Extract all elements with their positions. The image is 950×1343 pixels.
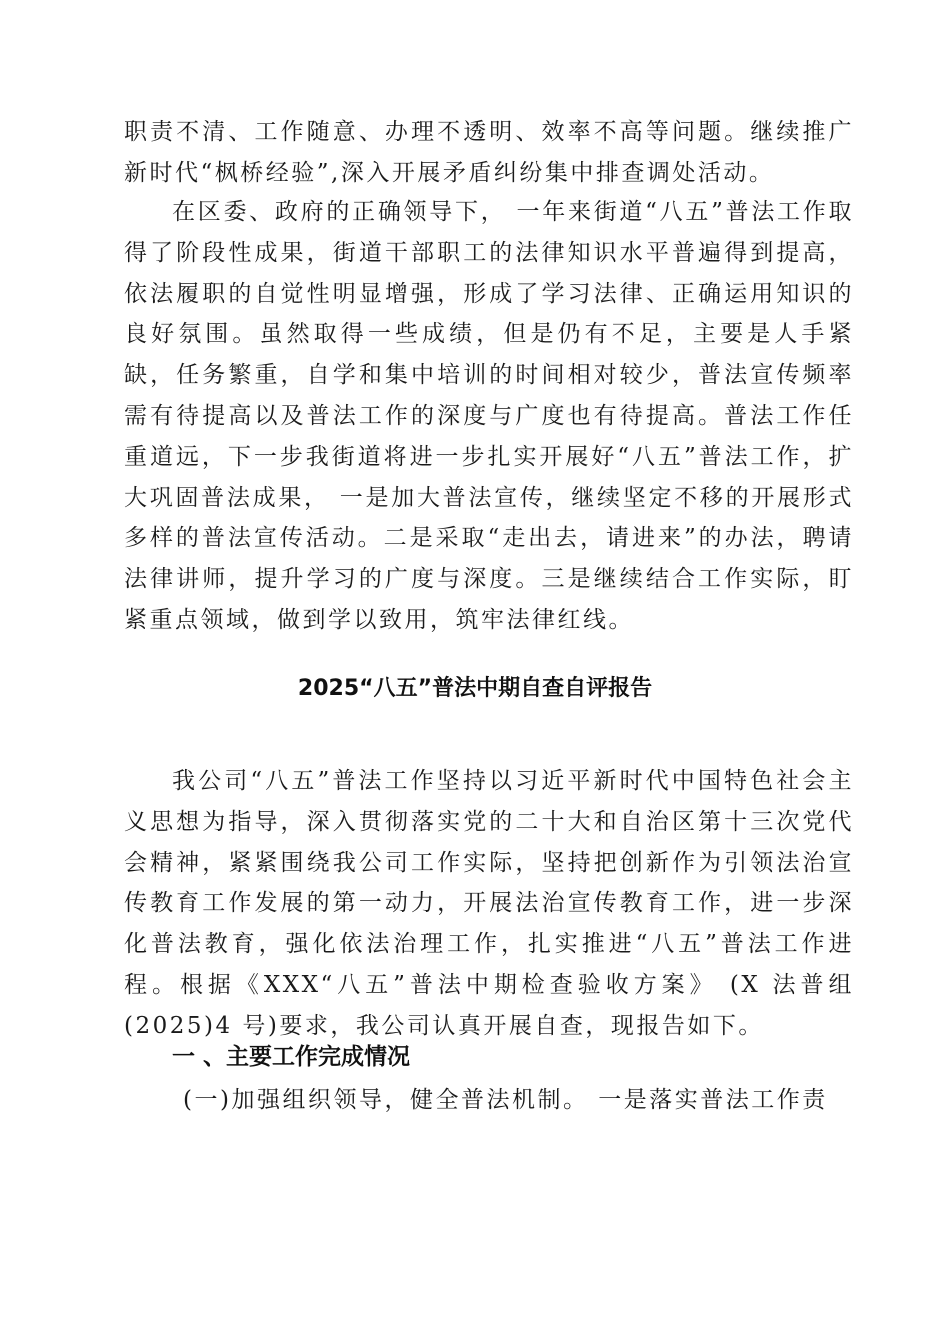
summary-paragraph: 在区委、政府的正确领导下， 一年来街道“八五”普法工作取得了阶段性成果，街道干部职工的法律知识水平普遍得到提高，依法履职的自觉性明显增强，形成了学习法律、正确运用知识的良好氛围。虽然取得一些成绩，但是仍有不足，主要是人手紧缺，任务繁重，自学和集中培训的时间相对较少，普法宣传频率需有待提高以及普法工作的深度与广度也有待提高。普法工作任重道远，下一步我街道将进一步扎实开展好“八五”普法工作，扩大巩固普法成果， 一是加大普法宣传，继续坚定不移的开展形式多样的普法宣传活动。二是采取“走出去，请进来”的办法，聘请法律讲师，提升学习的广度与深度。三是继续结合工作实际，盯紧重点领域，做到学以致用，筑牢法律红线。 <box>124 199 854 633</box>
report-intro-paragraph: 我公司“八五”普法工作坚持以习近平新时代中国特色社会主义思想为指导，深入贯彻落实党的二十大和自治区第十三次党代会精神，紧紧围绕我公司工作实际，坚持把创新作为引领法治宣传教育工作发展的第一动力，开展法治宣传教育工作，进一步深化普法教育，强化依法治理工作，扎实推进“八五”普法工作进程。根据《XXX“八五”普法中期检查验收方案》 (X 法普组(2025)4 号)要求，我公司认真开展自查，现报告如下。 <box>124 768 854 1039</box>
section-heading: 一 、主要工作完成情况 <box>172 1044 411 1070</box>
intro-paragraph: 职责不清、工作随意、办理不透明、效率不高等问题。继续推广新时代“枫桥经验”,深入开展矛盾纠纷集中排查调处活动。 <box>124 119 854 186</box>
subsection-line: (一)加强组织领导，健全普法机制。 一是落实普法工作责 <box>183 1087 828 1113</box>
report-title: 2025“八五”普法中期自查自评报告 <box>297 676 653 701</box>
